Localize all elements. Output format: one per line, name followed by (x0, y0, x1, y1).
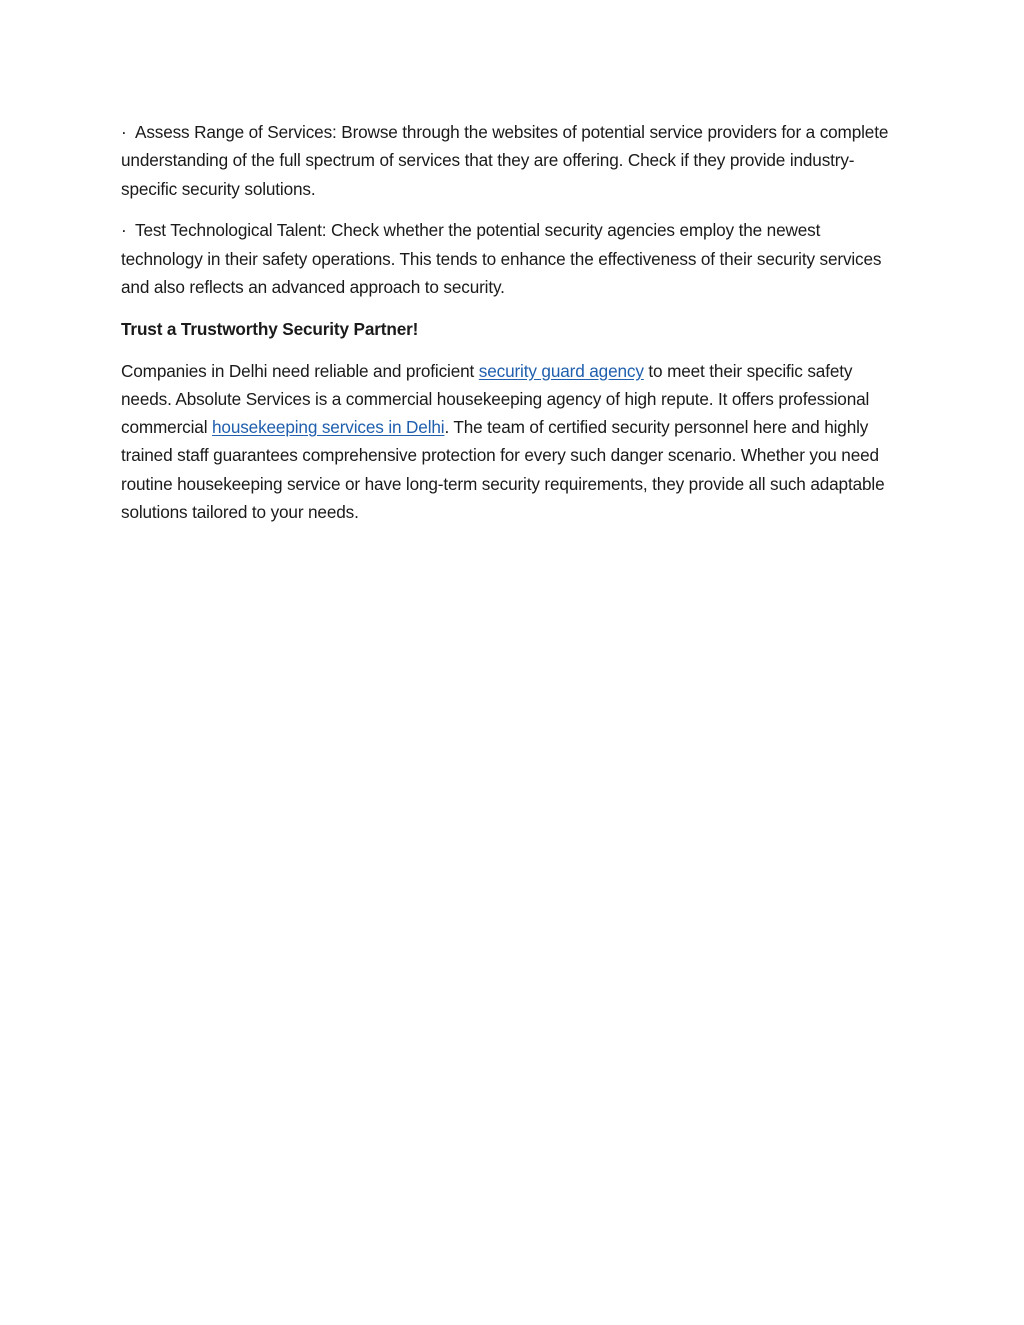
bullet-text-technology: Test Technological Talent: Check whether the potential security agencies employ the newest technology in their safety operations. This tends to enhance the effectiveness of their security services and also reflects an advanced approach to security. (121, 220, 882, 297)
closing-paragraph (121, 357, 896, 527)
security-guard-agency-link[interactable]: security guard agency (478, 360, 644, 381)
closing-text-part-1: Companies in Delhi need reliable and proficient (121, 360, 479, 381)
bullet-mark: · (121, 220, 127, 241)
bullet-mark: · (121, 122, 127, 142)
housekeeping-services-link[interactable]: housekeeping services in Delhi (212, 417, 445, 438)
bullet-text-services: Assess Range of Services: Browse through the websites of potential service providers for a complete understanding of the full spectrum of services that they are offering. Check if they provide industry-specific security solutions. (121, 122, 889, 199)
bullet-paragraph-services (121, 118, 896, 203)
closing-text-part-3: . The team of certified security personnel here and highly trained staff guarantees comprehensive protection for every such danger scenario. Whether you need routine housekeeping service or have long-term security requirements, they provide all such adaptable solutions tailored to your needs. (121, 417, 885, 523)
section-heading: Trust a Trustworthy Security Partner! (121, 318, 419, 339)
closing-text-part-2: to meet their specific safety needs. Absolute Services is a commercial housekeeping agency of high repute. It offers professional commercial (121, 360, 870, 438)
document-body (121, 118, 896, 540)
bullet-paragraph-technology (121, 216, 896, 301)
